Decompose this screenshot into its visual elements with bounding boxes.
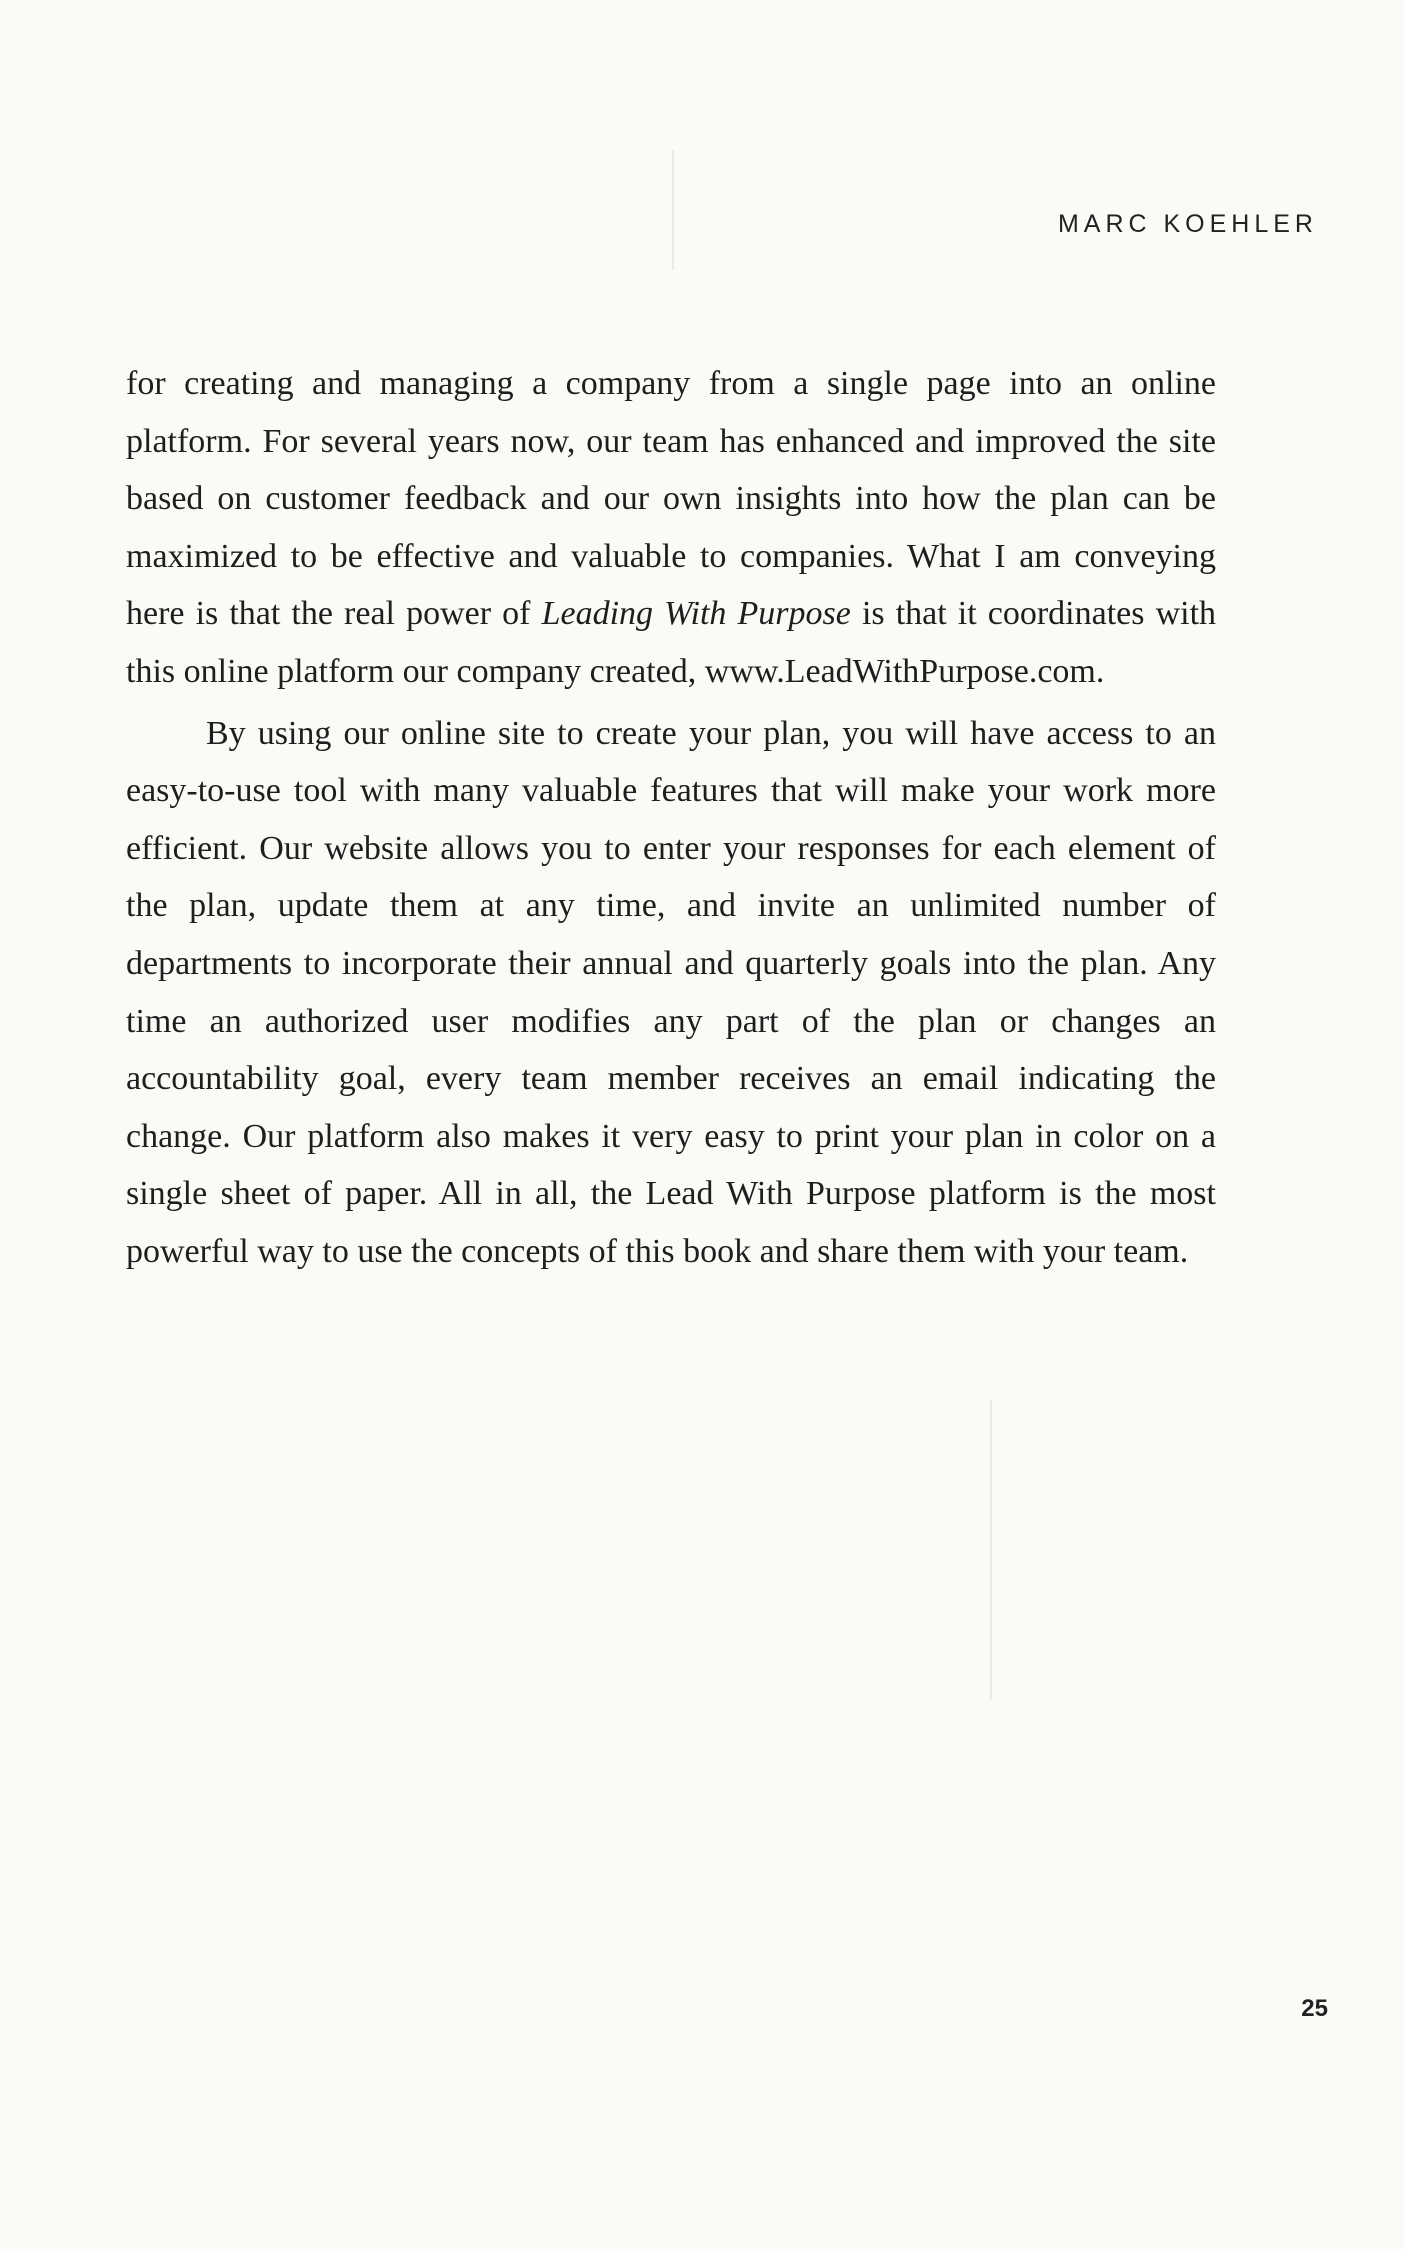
paragraph-text: is that it coordinates with this online platform our company created, www.LeadWithPurpose.com. [126, 595, 1217, 690]
scan-artifact [990, 1400, 992, 1700]
paragraph: By using our online site to create your plan, you will have access to an easy-to-use tool with many valuable features that will make your work more efficient. Our website allows you to enter your responses for each element of the plan, update them at any time, and invite an unlimited number of departments to incorporate their annual and quarterly goals into the plan. Any time an authorized user modifies any part of the plan or changes an accountability goal, every team member receives an email indicating the change. Our platform also makes it very easy to print your plan in color on a single sheet of paper. All in all, the Lead With Purpose platform is the most powerful way to use the concepts of this book and share them with your team. [126, 714, 1216, 1270]
book-title: Leading With Purpose [541, 595, 851, 633]
paragraph-text: for creating and managing a company from a single page into an online platform. For several years now, our team has enhanced and improved the site based on customer feedback and our own insights into how the plan can be maximized to be effective and valuable to companies. What I am conveying here is that the real power of [126, 365, 1216, 633]
page-number: 25 [1301, 1995, 1328, 2022]
body-text [126, 355, 1216, 1281]
paragraph [126, 355, 1216, 701]
scan-artifact [672, 150, 674, 270]
running-head: MARC KOEHLER [1057, 210, 1318, 238]
